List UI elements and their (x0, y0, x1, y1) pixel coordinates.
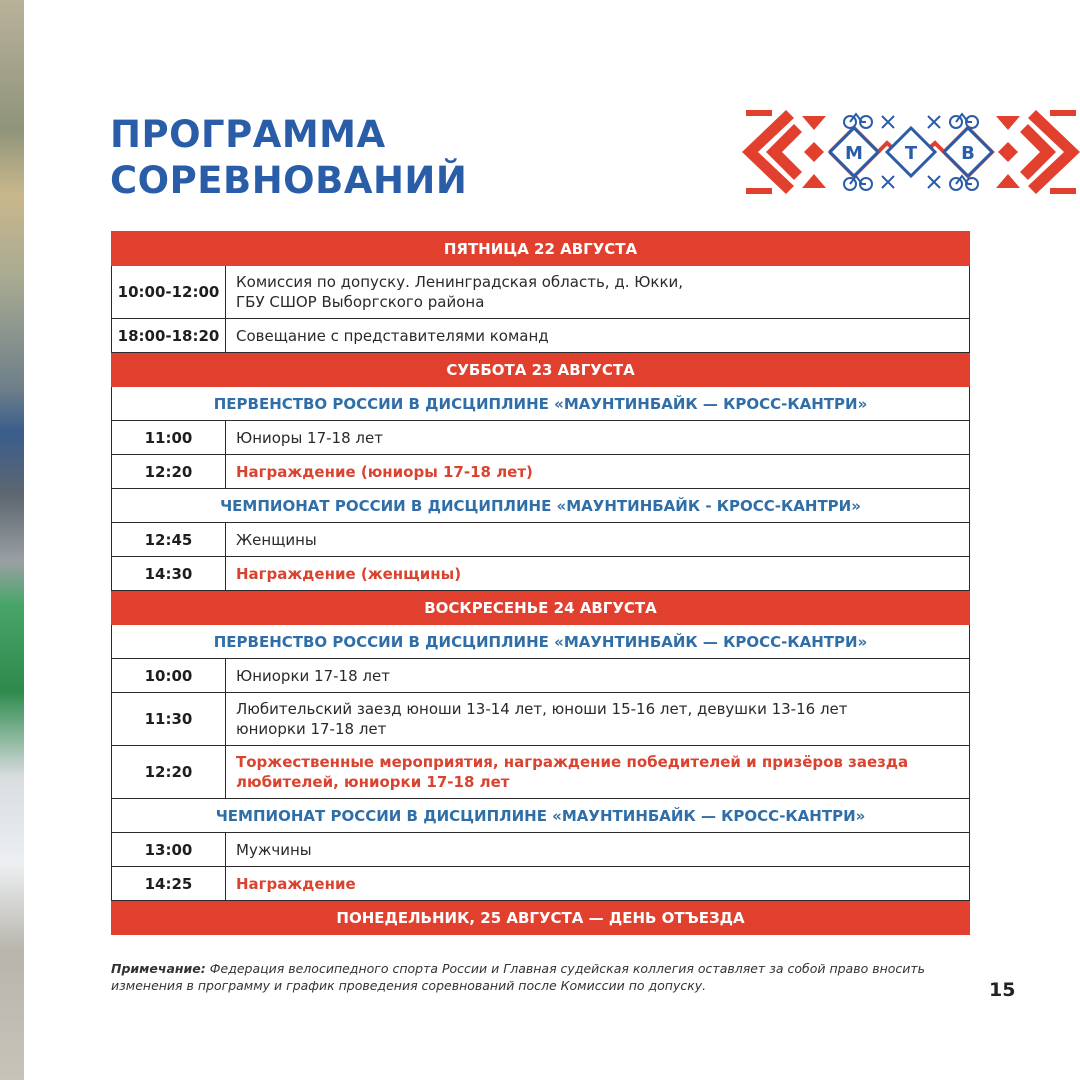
bicycle-icon (950, 114, 978, 128)
wrench-icon (928, 176, 940, 188)
award-ceremony-description: Награждение (женщины) (226, 557, 970, 591)
table-row (112, 867, 970, 901)
logo-diamond-v (944, 128, 992, 176)
award-ceremony-description: Награждение (юниоры 17-18 лет) (226, 455, 970, 489)
logo-diamond-t (887, 128, 935, 176)
table-row (112, 421, 970, 455)
section-header-row (112, 799, 970, 833)
day-header-row (112, 901, 970, 935)
event-description-line: Комиссия по допуску. Ленинградская область, д. Юкки, (236, 273, 684, 291)
section-header-row (112, 625, 970, 659)
event-time: 12:20 (112, 455, 226, 489)
event-time: 12:45 (112, 523, 226, 557)
bicycle-icon (950, 176, 978, 190)
mtb-ornament-logo (742, 108, 1080, 196)
section-title: ЧЕМПИОНАТ РОССИИ В ДИСЦИПЛИНЕ «МАУНТИНБАЙК - КРОСС-КАНТРИ» (112, 489, 970, 523)
ornament-left-pattern (742, 110, 826, 194)
logo-letter-t: Т (904, 143, 918, 164)
page-number: 15 (989, 979, 1016, 1001)
event-time: 11:00 (112, 421, 226, 455)
logo-diamond-m (830, 128, 878, 176)
event-time: 10:00 (112, 659, 226, 693)
table-row (112, 319, 970, 353)
event-description: Юниоры 17-18 лет (226, 421, 970, 455)
table-row (112, 557, 970, 591)
background-photo-strip (0, 0, 24, 1080)
logo-letter-v: В (961, 143, 975, 164)
event-description (226, 266, 970, 319)
footnote (111, 960, 971, 994)
section-title: ЧЕМПИОНАТ РОССИИ В ДИСЦИПЛИНЕ «МАУНТИНБАЙК — КРОСС-КАНТРИ» (112, 799, 970, 833)
footnote-text: Федерация велосипедного спорта России и Главная судейская коллегия оставляет за собой право вносить изменения в программу и график проведения соревнований после Комиссии по допуску. (111, 961, 926, 993)
wrench-icon (928, 116, 940, 128)
bicycle-icon (844, 114, 872, 128)
day-header-sunday: ВОСКРЕСЕНЬЕ 24 АВГУСТА (112, 591, 970, 625)
event-description (226, 693, 970, 746)
event-description: Юниорки 17-18 лет (226, 659, 970, 693)
day-header-saturday: СУББОТА 23 АВГУСТА (112, 353, 970, 387)
table-row (112, 693, 970, 746)
page-title-line-2: СОРЕВНОВАНИЙ (110, 159, 468, 202)
day-header-row (112, 232, 970, 266)
page-title-line-1: ПРОГРАММА (110, 113, 386, 156)
event-description-line: Любительский заезд юноши 13-14 лет, юноши 15-16 лет, девушки 13-16 лет (236, 700, 848, 718)
section-title: ПЕРВЕНСТВО РОССИИ В ДИСЦИПЛИНЕ «МАУНТИНБАЙК — КРОСС-КАНТРИ» (112, 387, 970, 421)
award-ceremony-description: Награждение (226, 867, 970, 901)
event-description-line: Торжественные мероприятия, награждение победителей и призёров заезда (236, 753, 909, 771)
event-time: 14:25 (112, 867, 226, 901)
competition-schedule-table (111, 231, 970, 935)
event-time: 10:00-12:00 (112, 266, 226, 319)
bicycle-icon (844, 176, 872, 190)
event-description-line: любителей, юниорки 17-18 лет (236, 773, 510, 791)
wrench-icon (882, 176, 894, 188)
section-header-row (112, 489, 970, 523)
event-description-line: юниорки 17-18 лет (236, 720, 387, 738)
table-row (112, 833, 970, 867)
page-title (110, 112, 467, 204)
event-time: 11:30 (112, 693, 226, 746)
table-row (112, 659, 970, 693)
event-time: 14:30 (112, 557, 226, 591)
event-description: Совещание с представителями команд (226, 319, 970, 353)
table-row (112, 455, 970, 489)
day-header-row (112, 353, 970, 387)
section-header-row (112, 387, 970, 421)
event-description: Женщины (226, 523, 970, 557)
table-row (112, 266, 970, 319)
section-title: ПЕРВЕНСТВО РОССИИ В ДИСЦИПЛИНЕ «МАУНТИНБАЙК — КРОСС-КАНТРИ» (112, 625, 970, 659)
ornament-right-pattern (996, 110, 1080, 194)
event-time: 18:00-18:20 (112, 319, 226, 353)
award-ceremony-description (226, 746, 970, 799)
day-header-friday: ПЯТНИЦА 22 АВГУСТА (112, 232, 970, 266)
wrench-icon (882, 116, 894, 128)
event-description-line: ГБУ СШОР Выборгского района (236, 293, 485, 311)
table-row (112, 523, 970, 557)
day-header-row (112, 591, 970, 625)
footnote-label: Примечание: (111, 961, 206, 976)
day-header-monday: ПОНЕДЕЛЬНИК, 25 АВГУСТА — ДЕНЬ ОТЪЕЗДА (112, 901, 970, 935)
event-time: 13:00 (112, 833, 226, 867)
table-row (112, 746, 970, 799)
event-time: 12:20 (112, 746, 226, 799)
event-description: Мужчины (226, 833, 970, 867)
logo-letter-m: М (845, 143, 863, 164)
